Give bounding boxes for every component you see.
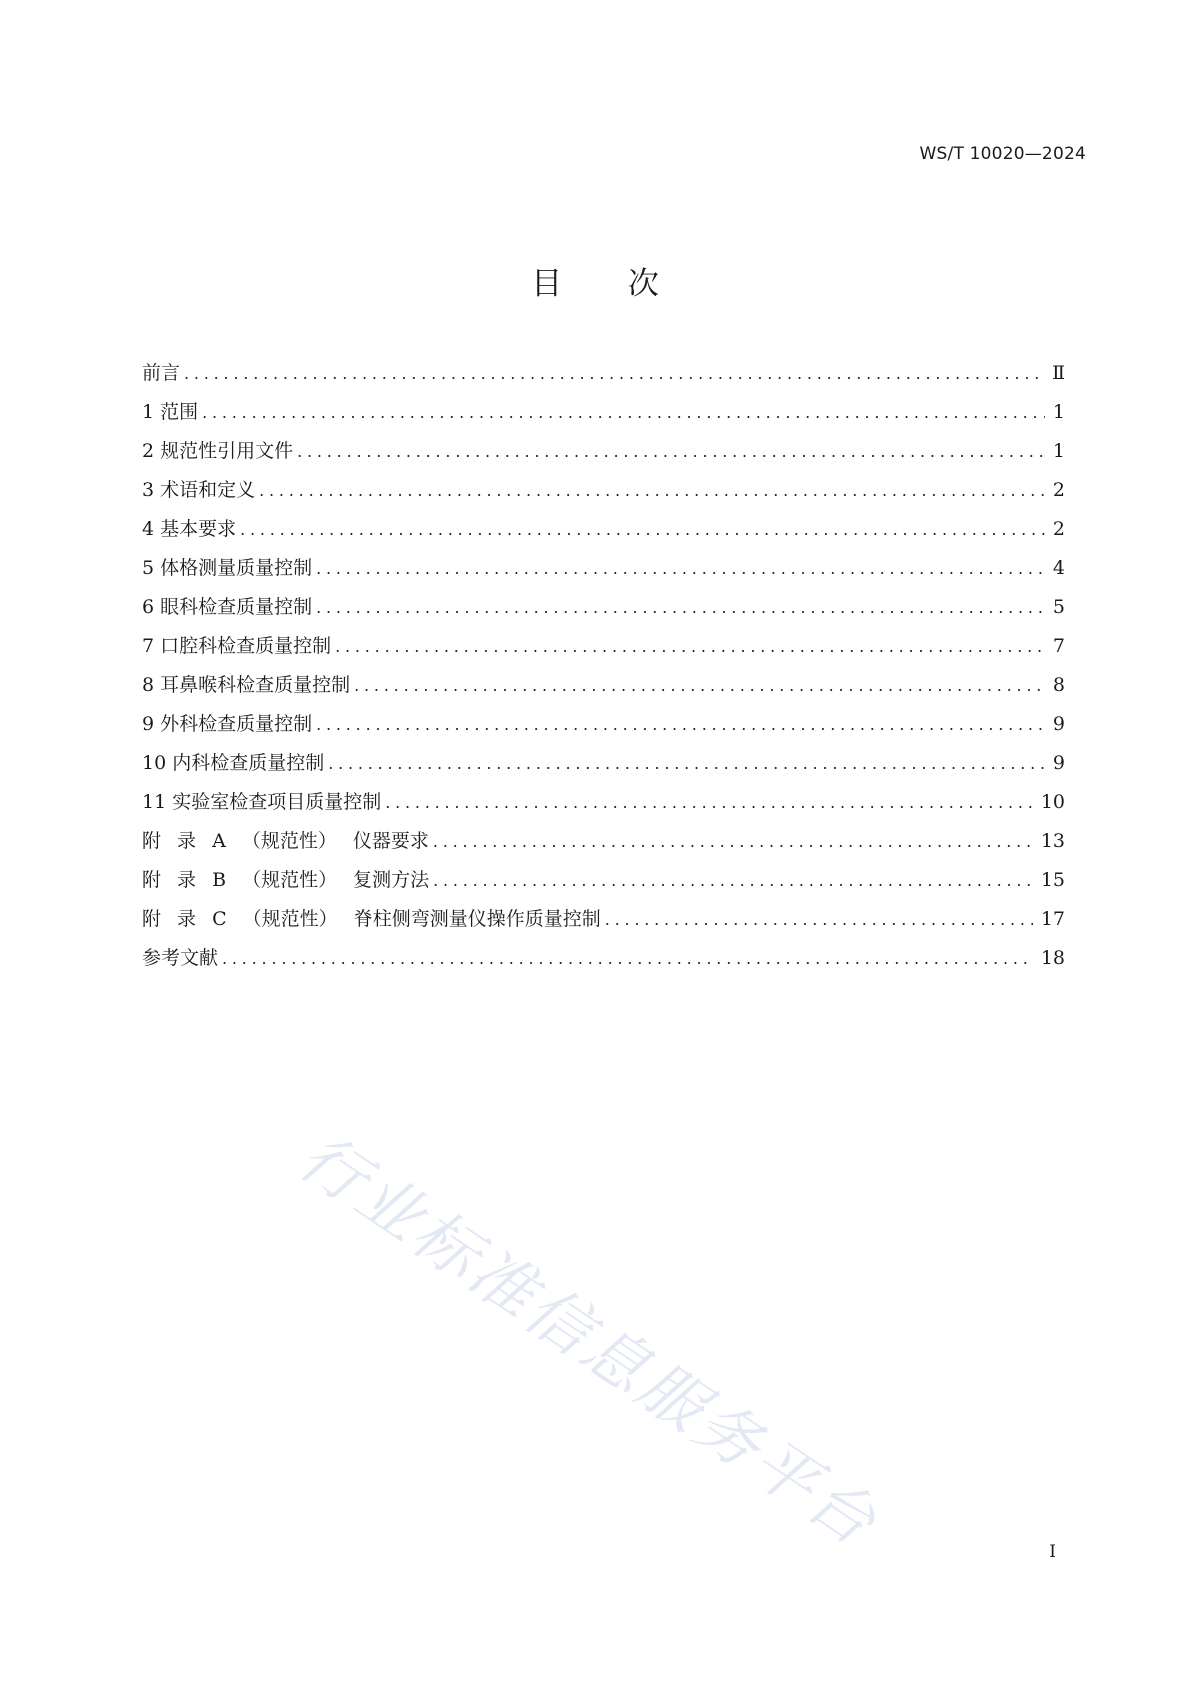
toc-entry-ent[interactable] (142, 666, 1065, 705)
toc-entry-appendix-c[interactable] (142, 900, 1065, 939)
toc-entry-page: 9 (1052, 752, 1065, 774)
toc-entry-page: 1 (1052, 401, 1065, 423)
toc-entry-surgery[interactable] (142, 705, 1065, 744)
dot-leader (335, 627, 1045, 666)
toc-entry-label: 10 内科检查质量控制 (142, 752, 325, 774)
toc-entry-page: 2 (1052, 479, 1065, 501)
toc-entry-page: 7 (1052, 635, 1065, 657)
toc-entry-label: 附 录 A （规范性） 仪器要求 (142, 830, 429, 852)
dot-leader (433, 861, 1033, 900)
toc-entry-label: 8 耳鼻喉科检查质量控制 (142, 674, 351, 696)
toc-entry-page: 13 (1040, 830, 1065, 852)
dot-leader (297, 432, 1045, 471)
toc-entry-page: 17 (1040, 908, 1065, 930)
toc-entry-appendix-b[interactable] (142, 861, 1065, 900)
table-of-contents (142, 354, 1065, 978)
toc-entry-page: 10 (1040, 791, 1065, 813)
toc-entry-page: 15 (1040, 869, 1065, 891)
toc-entry-label: 5 体格测量质量控制 (142, 557, 313, 579)
dot-leader (385, 783, 1033, 822)
toc-entry-label: 9 外科检查质量控制 (142, 713, 313, 735)
toc-entry-label: 11 实验室检查项目质量控制 (142, 791, 382, 813)
toc-entry-page: 18 (1040, 947, 1065, 969)
toc-entry-laboratory[interactable] (142, 783, 1065, 822)
toc-entry-bibliography[interactable] (142, 939, 1065, 978)
toc-entry-foreword[interactable] (142, 354, 1065, 393)
toc-entry-label: 2 规范性引用文件 (142, 440, 294, 462)
toc-entry-label: 附 录 B （规范性） 复测方法 (142, 869, 430, 891)
toc-entry-appendix-a[interactable] (142, 822, 1065, 861)
toc-entry-page: 2 (1052, 518, 1065, 540)
toc-entry-label: 附 录 C （规范性） 脊柱侧弯测量仪操作质量控制 (142, 908, 601, 930)
toc-entry-terms-definitions[interactable] (142, 471, 1065, 510)
toc-entry-page: 5 (1052, 596, 1065, 618)
toc-entry-label: 3 术语和定义 (142, 479, 256, 501)
toc-entry-ophthalmology[interactable] (142, 588, 1065, 627)
toc-entry-page: 4 (1052, 557, 1065, 579)
dot-leader (259, 471, 1045, 510)
toc-title: 目 次 (531, 266, 687, 302)
dot-leader (316, 588, 1045, 627)
toc-entry-page: 1 (1052, 440, 1065, 462)
toc-entry-internal-medicine[interactable] (142, 744, 1065, 783)
dot-leader (316, 549, 1045, 588)
toc-entry-label: 7 口腔科检查质量控制 (142, 635, 332, 657)
toc-entry-normative-references[interactable] (142, 432, 1065, 471)
toc-entry-basic-requirements[interactable] (142, 510, 1065, 549)
toc-entry-physical-measurement[interactable] (142, 549, 1065, 588)
dot-leader (354, 666, 1045, 705)
dot-leader (222, 939, 1033, 978)
dot-leader (328, 744, 1045, 783)
dot-leader (433, 822, 1033, 861)
toc-entry-label: 参考文献 (142, 947, 219, 969)
toc-entry-page: Ⅱ (1052, 362, 1065, 384)
toc-entry-page: 8 (1052, 674, 1065, 696)
watermark: 行业标准信息服务平台 (285, 1120, 892, 1562)
dot-leader (202, 393, 1045, 432)
dot-leader (240, 510, 1045, 549)
toc-entry-scope[interactable] (142, 393, 1065, 432)
toc-entry-label: 4 基本要求 (142, 518, 237, 540)
toc-entry-stomatology[interactable] (142, 627, 1065, 666)
page-number: I (1049, 1542, 1056, 1562)
toc-entry-page: 9 (1052, 713, 1065, 735)
toc-entry-label: 1 范围 (142, 401, 199, 423)
toc-entry-label: 前言 (142, 362, 181, 384)
standard-code: WS/T 10020—2024 (919, 144, 1086, 164)
toc-entry-label: 6 眼科检查质量控制 (142, 596, 313, 618)
dot-leader (605, 900, 1033, 939)
dot-leader (316, 705, 1045, 744)
dot-leader (184, 354, 1044, 393)
